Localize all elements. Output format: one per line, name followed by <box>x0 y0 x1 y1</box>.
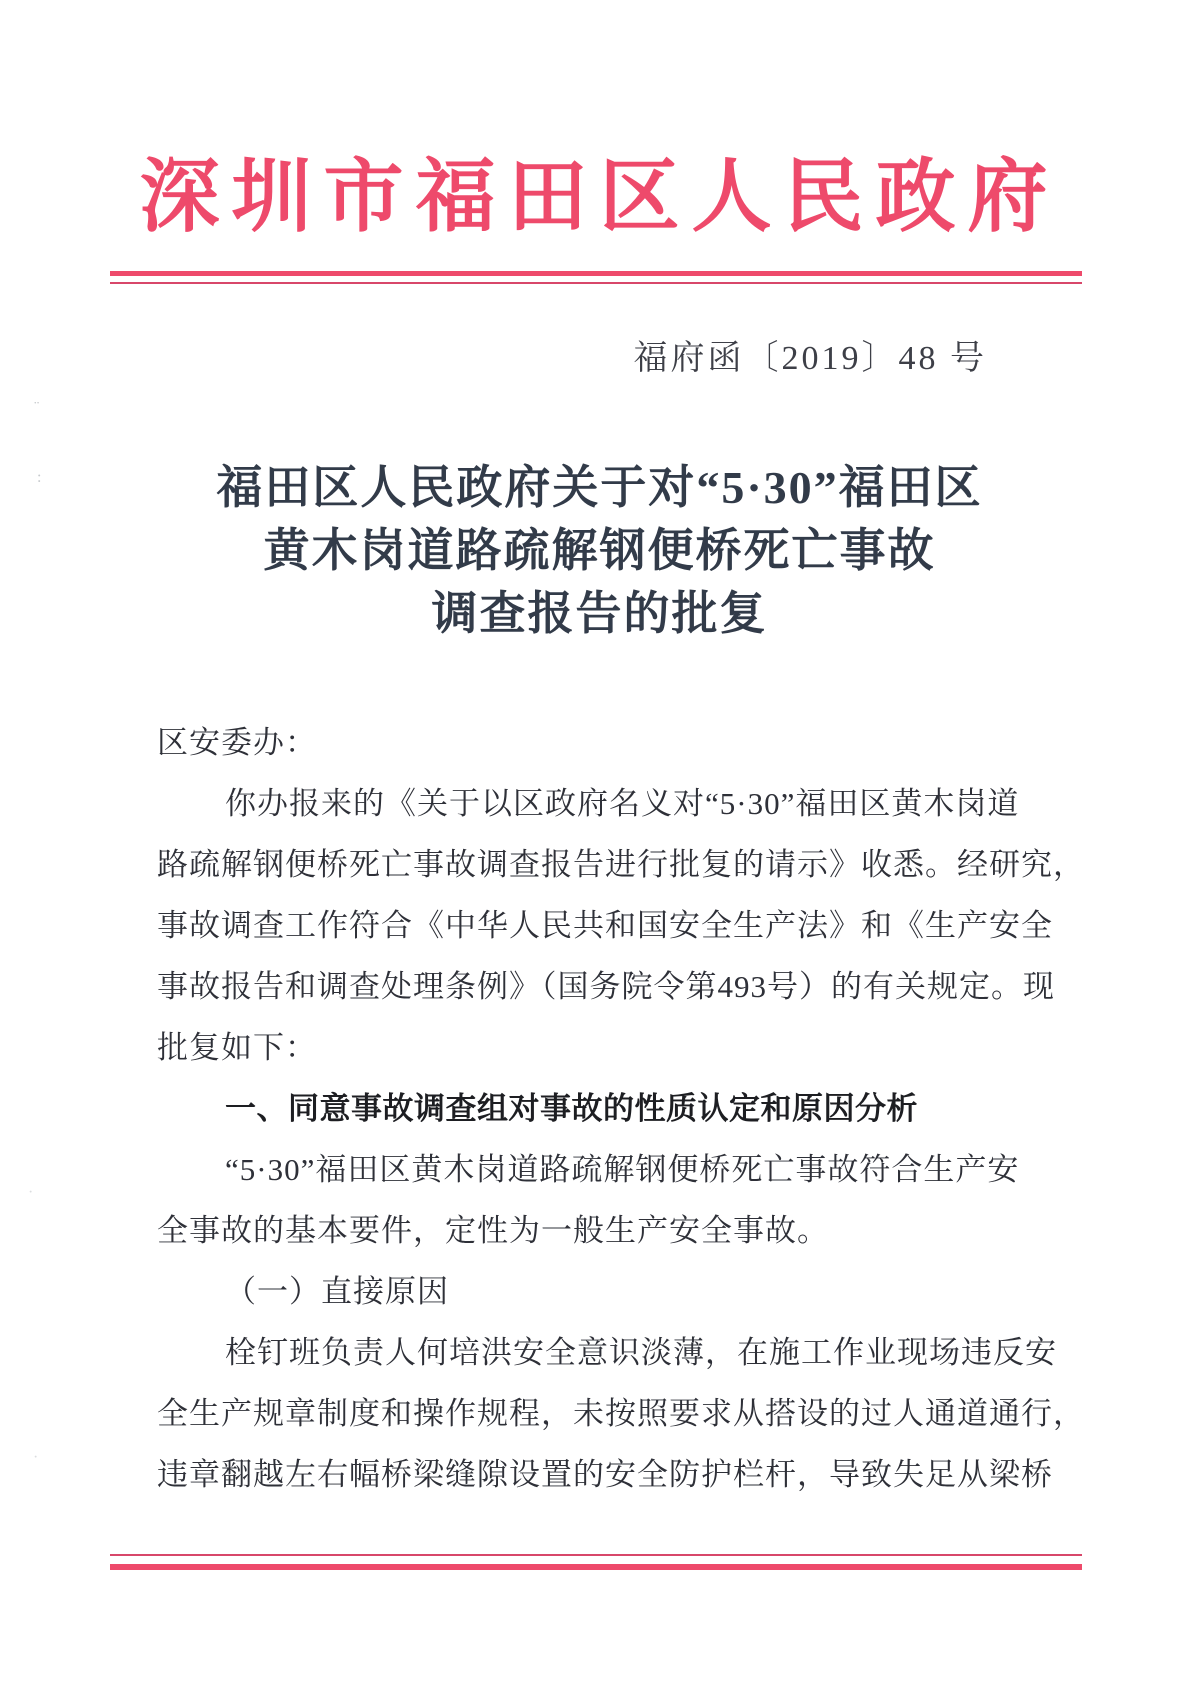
letterhead-org-name: 深圳市福田区人民政府 <box>139 154 1060 242</box>
scan-speck: ¨ <box>34 399 40 416</box>
body-line: 违章翻越左右幅桥梁缝隙设置的安全防护栏杆，导致失足从梁桥 <box>157 1457 1053 1492</box>
document-title-line-2: 黄木岗道路疏解钢便桥死亡事故 <box>263 525 936 576</box>
document-body <box>157 712 1085 1505</box>
body-line: 路疏解钢便桥死亡事故调查报告进行批复的请示》收悉。经研究， <box>157 847 1085 882</box>
body-line: 批复如下： <box>157 1030 317 1065</box>
document-title <box>0 456 1199 645</box>
salutation: 区安委办： <box>157 725 317 760</box>
body-line: 事故报告和调查处理条例》（国务院令第493号）的有关规定。现 <box>157 969 1055 1004</box>
scan-speck: · <box>33 1449 39 1466</box>
body-line: 栓钉班负责人何培洪安全意识淡薄，在施工作业现场违反安 <box>225 1335 1057 1370</box>
body-line: 全事故的基本要件，定性为一般生产安全事故。 <box>157 1213 829 1248</box>
body-line: “5·30”福田区黄木岗道路疏解钢便桥死亡事故符合生产安 <box>225 1152 1020 1187</box>
scan-speck: · <box>28 1184 34 1201</box>
body-line: 事故调查工作符合《中华人民共和国安全生产法》和《生产安全 <box>157 908 1053 943</box>
document-title-line-1: 福田区人民政府关于对“5·30”福田区 <box>216 462 983 513</box>
body-line: 你办报来的《关于以区政府名义对“5·30”福田区黄木岗道 <box>225 786 1020 821</box>
letterhead-rule-thick <box>110 271 1082 276</box>
footer-rule-thick <box>110 1564 1082 1570</box>
sub-section-heading: （一）直接原因 <box>225 1274 449 1309</box>
scan-speck: : <box>37 469 42 486</box>
letterhead-rule-thin <box>110 282 1082 284</box>
document-title-line-3: 调查报告的批复 <box>431 588 768 639</box>
section-heading: 一、同意事故调查组对事故的性质认定和原因分析 <box>225 1091 918 1126</box>
footer-rule-thin <box>110 1554 1082 1556</box>
body-line: 全生产规章制度和操作规程，未按照要求从搭设的过人通道通行， <box>157 1396 1085 1431</box>
document-number: 福府函〔2019〕48 号 <box>633 340 987 377</box>
